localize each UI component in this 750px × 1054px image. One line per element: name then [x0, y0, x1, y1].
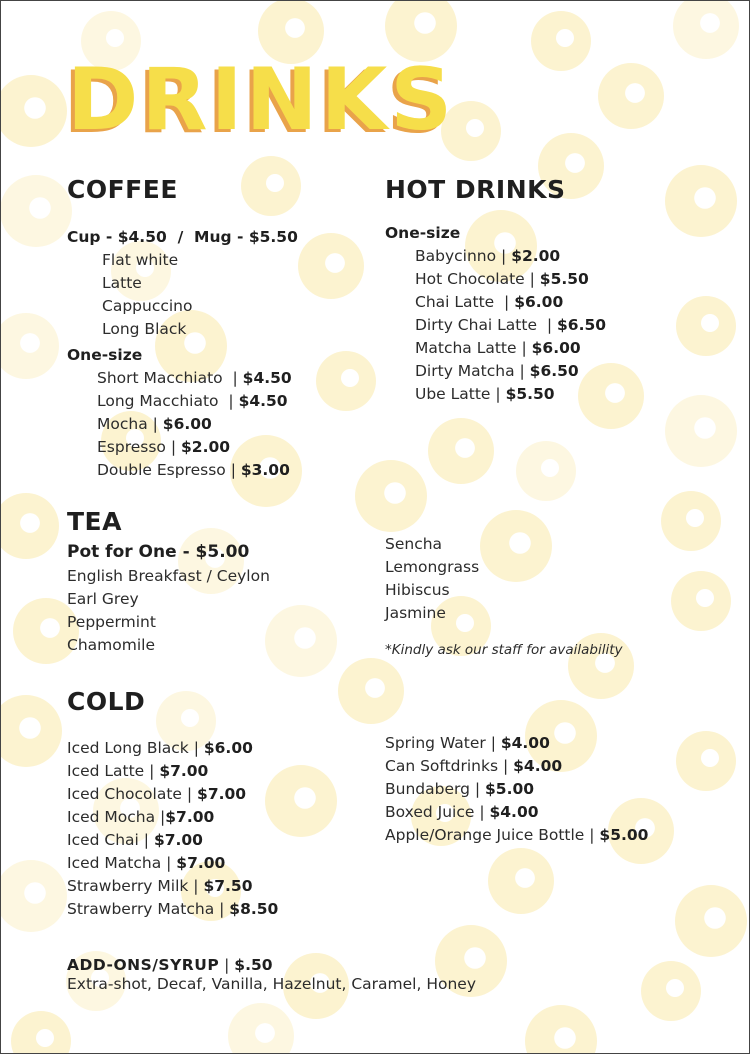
list-item: Long Black [102, 320, 187, 338]
list-item: Spring Water | $4.00 [385, 734, 550, 752]
list-item: Latte [102, 274, 142, 292]
list-item: Jasmine [385, 604, 446, 622]
list-item: Iced Latte | $7.00 [67, 762, 209, 780]
cup-price: Cup - $4.50 [67, 228, 167, 246]
list-item: Dirty Chai Latte | $6.50 [415, 316, 607, 334]
list-item: English Breakfast / Ceylon [67, 567, 270, 585]
tea-list-right [385, 533, 479, 625]
list-item: Peppermint [67, 613, 156, 631]
list-item: Long Macchiato | $4.50 [97, 392, 288, 410]
list-item: Apple/Orange Juice Bottle | $5.00 [385, 826, 649, 844]
coffee-onesize-label: One-size [67, 346, 143, 364]
coffee-size-prices: Cup - $4.50 / Mug - $5.50 [67, 228, 298, 246]
list-item: Chamomile [67, 636, 155, 654]
addons-list: Extra-shot, Decaf, Vanilla, Hazelnut, Caramel, Honey [67, 975, 476, 993]
list-item: Bundaberg | $5.00 [385, 780, 535, 798]
list-item: Strawberry Matcha | $8.50 [67, 900, 279, 918]
list-item: Hot Chocolate | $5.50 [415, 270, 589, 288]
addons-heading: ADD-ONS/SYRUP [67, 956, 220, 974]
list-item: Lemongrass [385, 558, 480, 576]
list-item: Espresso | $2.00 [97, 438, 231, 456]
list-item: Strawberry Milk | $7.50 [67, 877, 253, 895]
cold-list-left [67, 737, 278, 921]
hot-drinks-list [415, 245, 606, 406]
list-item: Iced Long Black | $6.00 [67, 739, 253, 757]
list-item: Dirty Matcha | $6.50 [415, 362, 579, 380]
cold-heading: COLD [67, 687, 146, 716]
list-item: Iced Matcha | $7.00 [67, 854, 226, 872]
list-item: Mocha | $6.00 [97, 415, 212, 433]
list-item: Flat white [102, 251, 179, 269]
list-item: Short Macchiato | $4.50 [97, 369, 292, 387]
addons-header: ADD-ONS/SYRUP | $.50 [67, 956, 273, 974]
list-item: Double Espresso | $3.00 [97, 461, 290, 479]
coffee-cup-list [102, 249, 192, 341]
list-item: Iced Mocha |$7.00 [67, 808, 215, 826]
coffee-onesize-list [97, 367, 292, 482]
list-item: Boxed Juice | $4.00 [385, 803, 539, 821]
list-item: Matcha Latte | $6.00 [415, 339, 581, 357]
list-item: Can Softdrinks | $4.00 [385, 757, 563, 775]
cold-list-right [385, 732, 648, 847]
list-item: Chai Latte | $6.00 [415, 293, 564, 311]
list-item: Iced Chocolate | $7.00 [67, 785, 247, 803]
list-item: Babycinno | $2.00 [415, 247, 561, 265]
list-item: Ube Latte | $5.50 [415, 385, 555, 403]
list-item: Hibiscus [385, 581, 450, 599]
list-item: Iced Chai | $7.00 [67, 831, 203, 849]
addons-price: $.50 [234, 956, 273, 974]
mug-price: Mug - $5.50 [194, 228, 298, 246]
list-item: Sencha [385, 535, 443, 553]
list-item: Cappuccino [102, 297, 193, 315]
tea-list-left [67, 565, 270, 657]
hot-onesize-label: One-size [385, 224, 461, 242]
tea-heading: TEA [67, 507, 122, 536]
coffee-heading: COFFEE [67, 175, 178, 204]
page-title: DRINKS [67, 50, 456, 150]
hot-drinks-heading: HOT DRINKS [385, 175, 566, 204]
tea-pot-price: Pot for One - $5.00 [67, 542, 250, 562]
list-item: Earl Grey [67, 590, 139, 608]
availability-note: *Kindly ask our staff for availability [385, 642, 623, 658]
